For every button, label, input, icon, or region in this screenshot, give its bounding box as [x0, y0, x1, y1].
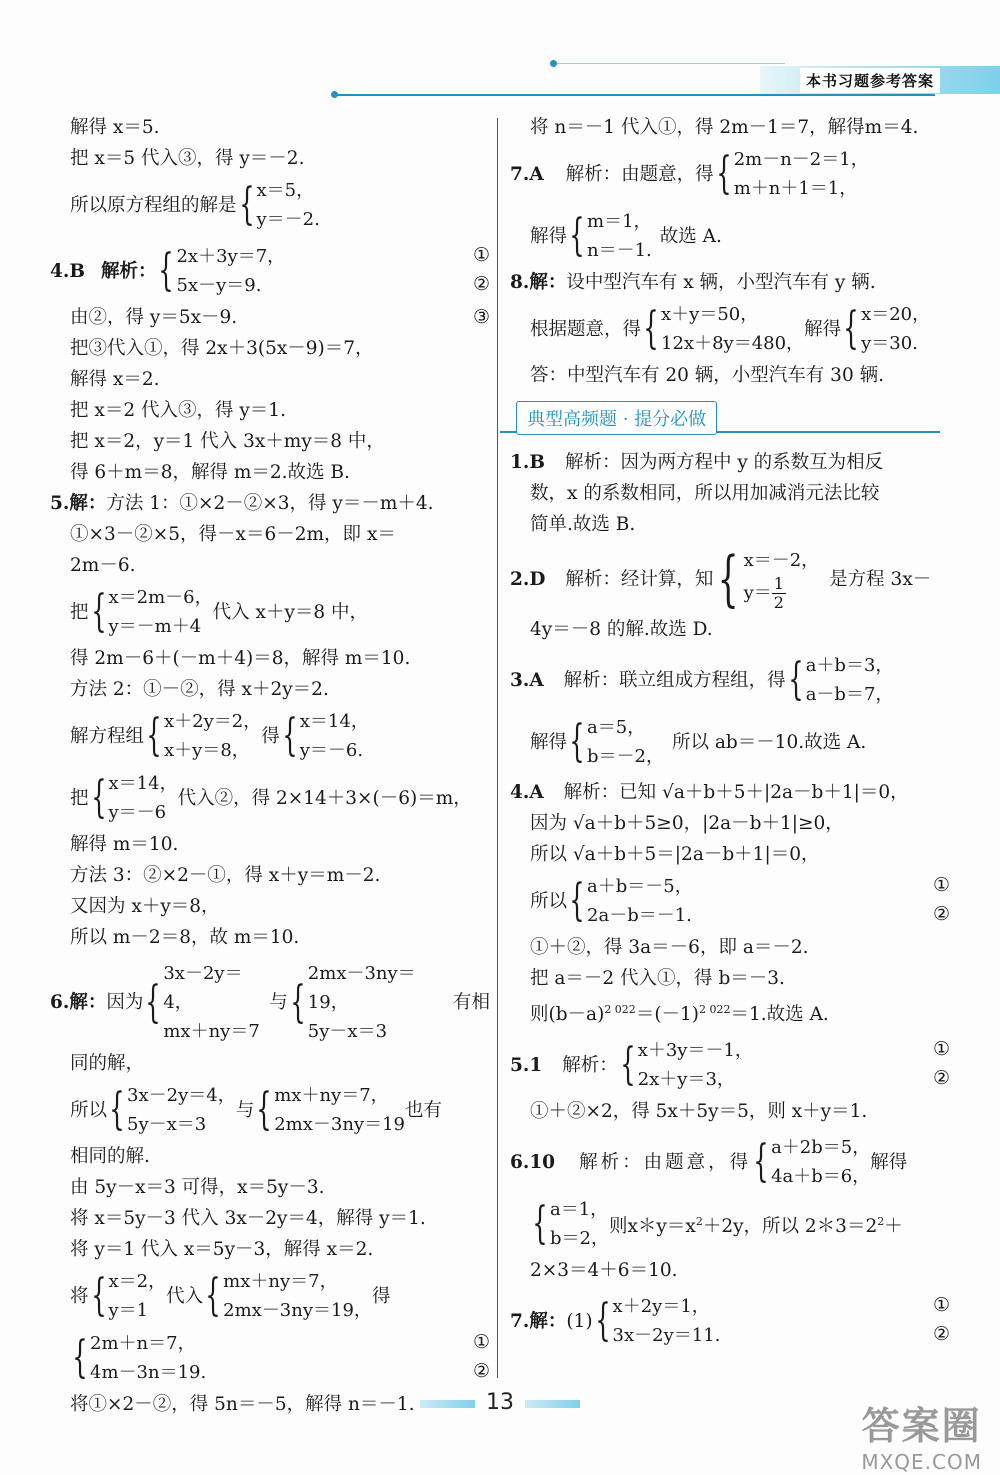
equation: 2mx－3ny＝19， [223, 1300, 372, 1321]
text-line: 将 y＝1 代入 x＝5y－3，解得 x＝2. [70, 1239, 374, 1260]
equation-system: { x＝－2， y＝ $\frac{1}{2}$ [717, 544, 820, 614]
text-span: 与 [269, 992, 288, 1013]
equation: 3x－2y＝4， [127, 1085, 236, 1106]
text-span: 把 [70, 601, 89, 623]
numerator: 1 [773, 574, 784, 593]
text-span: 将 [70, 1285, 89, 1307]
solution-block [510, 205, 950, 267]
problem-label: 4.B [50, 260, 85, 282]
circled-marker: ① [932, 874, 950, 896]
equation: y＝－6. [299, 740, 364, 761]
circled-marker: ② [932, 903, 950, 925]
equation: y＝1 [108, 1300, 149, 1321]
text-line: 把 a＝－2 代入①，得 b＝－3. [530, 968, 785, 989]
watermark-logo [861, 1395, 982, 1474]
text-span [609, 1206, 903, 1242]
equation: a＋2b＝5， [771, 1137, 871, 1159]
equation-system: { x＝2m－6， y＝－m＋4 [89, 583, 213, 641]
equation: mx＋ny＝7， [223, 1271, 338, 1292]
equation: a＝5， [587, 717, 646, 738]
exponent: 2 022 [604, 1003, 636, 1016]
equation: 2mx－3ny＝19 [274, 1114, 406, 1135]
equation: y＝－m＋4 [108, 616, 202, 637]
equation-system: { mx＋ny＝7， 2mx－3ny＝19 [254, 1081, 405, 1139]
problem-7b [510, 1290, 950, 1352]
text-line: 所以原方程组的解是 [70, 194, 237, 216]
equation: x＝5， [256, 180, 315, 201]
equation: 2mx－3ny＝19， [307, 963, 416, 1013]
equation-system: { x＝2， y＝1 [89, 1267, 167, 1325]
denominator: 2 [773, 593, 784, 612]
text-line: 解得 x＝2. [70, 369, 160, 390]
equation: b＝－2， [587, 746, 664, 767]
right-column [510, 112, 950, 1352]
equation: x＝14， [299, 711, 369, 732]
circled-marker: ① [472, 1331, 490, 1353]
equation: 4m－3n＝19. [90, 1362, 207, 1383]
analysis-label: 解析： [100, 260, 157, 282]
problem-label: 6.10 [510, 1151, 556, 1173]
equation: 2x＋y＝3， [637, 1069, 735, 1091]
text-span: 故选 A. [659, 225, 722, 247]
substitution-block [50, 581, 490, 643]
equation-system: { x＝20， y＝30. [841, 300, 930, 358]
text-line: 方法 2：①－②，得 x＋2y＝2. [70, 679, 329, 700]
text-line: 简单.故选 B. [530, 514, 636, 535]
equation-system: { a＝5， b＝－2， [567, 713, 664, 771]
text-line [50, 302, 490, 333]
text-span: (1) [566, 1310, 593, 1332]
text-span: 解得 [870, 1151, 908, 1173]
problem-label: 1.B [510, 452, 545, 473]
exponent: 2 022 [699, 1003, 731, 1016]
text-line: 又因为 x＋y＝8， [70, 896, 220, 917]
exponent: 2 [695, 1215, 703, 1229]
solve-system-block [50, 705, 490, 767]
equation: y＝30. [861, 333, 918, 354]
equation: a＋b＝3， [805, 655, 894, 676]
text-line: 所以 m－2＝8，故 m＝10. [70, 927, 300, 948]
fraction [772, 575, 786, 612]
problem-8-line [510, 267, 950, 298]
text-line: 2×3＝4＋6＝10. [530, 1260, 678, 1282]
circled-marker: ① [932, 1038, 950, 1061]
text-line: 把 x＝2，y＝1 代入 3x＋my＝8 中， [70, 431, 385, 452]
equation-system: { 2m＋n＝7， 4m－3n＝19. [70, 1329, 206, 1387]
text-line: 解得 m＝10. [70, 834, 179, 855]
result-system [50, 1327, 490, 1389]
problem-1-line [510, 447, 950, 478]
text-span: 所以 [530, 890, 568, 912]
equation-system: { 2x＋3y＝7， 5x－y＝9. [156, 242, 285, 300]
text-line: 得 6＋m＝8，解得 m＝2.故选 B. [70, 462, 350, 483]
equation-system: { a＋b＝3， a－b＝7， [786, 651, 894, 709]
column-divider [497, 118, 498, 1378]
text-span: ＋ [884, 1216, 903, 1238]
equation: x＝2m－6， [108, 587, 213, 608]
text-line: 把 x＝5 代入③，得 y＝－2. [70, 148, 305, 169]
equation: 5y－x＝3 [307, 1021, 388, 1042]
equation: m＝1， [587, 211, 652, 232]
substitution-block [50, 1265, 490, 1327]
text-span: 解得 [530, 731, 568, 753]
text-line: 把 x＝2 代入③，得 y＝1. [70, 400, 286, 421]
equation: m＋n＋1＝1， [733, 178, 858, 199]
equation-system: { x＋y＝50， 12x＋8y＝480， [641, 300, 804, 358]
text-line: ①＋②，得 3a＝－6，即 a＝－2. [530, 937, 809, 958]
text-span: 解析：已知 √a＋b＋5＋|2a－b＋1|＝0， [563, 782, 909, 803]
header-rule [335, 94, 935, 96]
header-dot-left [331, 91, 338, 98]
problem-5 [510, 1034, 950, 1096]
equation: a＋b＝－5， [587, 876, 693, 897]
equivalence-block [50, 1079, 490, 1141]
problem-6 [510, 1131, 950, 1193]
equation: n＝－1. [587, 240, 652, 261]
text-span: 有相 [452, 992, 490, 1013]
equation-system: { a＋b＝－5， 2a－b＝－1. [567, 872, 693, 930]
equation: 4a＋b＝6， [771, 1166, 871, 1188]
text-line: 将 x＝5y－3 代入 3x－2y＝4，解得 y＝1. [70, 1208, 426, 1229]
text-span: 与 [235, 1099, 255, 1121]
text-span: ＝(－1) [635, 1004, 700, 1026]
footer-bar-left [420, 1400, 475, 1408]
text-span: ＝1.故选 A. [730, 1004, 829, 1026]
text-line [510, 994, 950, 1030]
page-header-title: 本书习题参考答案 [800, 68, 940, 93]
equation-system: { x＋2y＝2， x＋y＝8， [144, 707, 261, 765]
text-span: 设中型汽车有 x 辆，小型汽车有 y 辆. [566, 272, 876, 293]
text-span: 则(b－a) [530, 1004, 605, 1026]
problem-label: 3.A [510, 669, 544, 691]
problem-label: 7.解： [510, 1310, 567, 1332]
text-span: 所以 [70, 1099, 108, 1121]
text-span: 得 [261, 725, 280, 747]
equation-system: { a＋2b＝5， 4a＋b＝6， [751, 1133, 870, 1191]
circled-marker: ② [472, 1360, 490, 1382]
text-line: 所以 √a＋b＋5＝|2a－b＋1|＝0， [530, 844, 820, 865]
problem-label: 5.解： [50, 493, 107, 514]
problem-label: 5.1 [510, 1054, 543, 1076]
left-column [50, 112, 490, 1420]
problem-label: 8.解： [510, 272, 567, 293]
header-rule-top [555, 63, 785, 64]
text-span: 由②，得 y＝5x－9. [70, 307, 238, 328]
equation: b＝2， [550, 1228, 609, 1250]
text-span: 解得 [530, 225, 568, 247]
text-line: 解得 x＝5. [70, 117, 160, 138]
substitution-block [50, 767, 490, 829]
equation: a－b＝7， [805, 684, 894, 705]
text-line: 因为 √a＋b＋5≥0，|2a－b＋1|≥0， [530, 813, 844, 834]
problem-2 [510, 544, 950, 614]
watermark-text: 答案圈 [861, 1404, 982, 1448]
equation: 3x－2y＝4， [163, 963, 243, 1013]
circled-marker: ③ [472, 306, 490, 328]
exponent: 2 [877, 1215, 885, 1229]
text-span: 代入 x＋y＝8 中， [212, 601, 369, 623]
equation: 2x＋3y＝7， [176, 246, 286, 267]
equation: x＋3y＝－1， [637, 1040, 753, 1062]
equation: 5y－x＝3 [127, 1114, 207, 1135]
equation: 2m＋n＝7， [90, 1333, 196, 1354]
problem-6 [50, 957, 490, 1048]
text-span: 代入 [166, 1285, 204, 1307]
text-span: 解析：因为两方程中 y 的系数互为相反 [564, 452, 884, 473]
text-span: y＝ [743, 582, 772, 604]
equation: x＝20， [861, 304, 931, 325]
text-span: 解得 [804, 318, 842, 340]
section-banner [500, 401, 950, 433]
system-block [510, 298, 950, 360]
equation: 2m－n－2＝1， [733, 149, 869, 170]
equation: y＝－2. [256, 209, 320, 230]
problem-4-line [510, 777, 950, 808]
page-number: 13 [486, 1390, 514, 1415]
equation: x＝14， [108, 773, 178, 794]
text-span: 得 [371, 1285, 391, 1307]
equation-system: { x＝5， y＝－2. [237, 176, 320, 234]
text-line: 方法 3：②×2－①，得 x＋y＝m－2. [70, 865, 381, 886]
solution-block [50, 174, 490, 236]
text-span: 因为 [106, 992, 144, 1013]
equation: 12x＋8y＝480， [661, 333, 805, 354]
system-block [510, 870, 950, 932]
text-span: 方法 1：①×2－②×3，得 y＝－m＋4. [106, 493, 434, 514]
text-span: 代入②，得 2×14＋3×(－6)＝m， [177, 787, 472, 809]
text-line: ①×3－②×5，得－x＝6－2m，即 x＝ [70, 524, 396, 545]
problem-5-line [50, 488, 490, 519]
header-dot [550, 60, 557, 67]
text-span: 所以 ab＝－10.故选 A. [672, 731, 867, 753]
text-span: 解析：由题意，得 [579, 1151, 752, 1173]
problem-label: 4.A [510, 782, 544, 803]
text-line: 由 5y－x＝3 可得，x＝5y－3. [70, 1177, 325, 1198]
equation-system: { x＝14， y＝－6 [89, 769, 178, 827]
text-line: 2m－6. [70, 555, 136, 576]
equation-system: { 2mx－3ny＝19， 5y－x＝3 [288, 959, 453, 1046]
equation: x＋y＝50， [661, 304, 759, 325]
equation: 2a－b＝－1. [587, 905, 692, 926]
circled-marker: ① [932, 1294, 950, 1317]
equation-system: { 3x－2y＝4， 5y－x＝3 [107, 1081, 236, 1139]
text-span: 根据题意，得 [530, 318, 642, 340]
equation-system: { x＋3y＝－1， 2x＋y＝3， [618, 1036, 753, 1094]
text-line: 把③代入①，得 2x＋3(5x－9)＝7， [70, 338, 374, 359]
text-line: ①＋②×2，得 5x＋5y＝5，则 x＋y＝1. [530, 1101, 868, 1123]
circled-marker: ② [932, 1323, 950, 1346]
solution-block [510, 711, 950, 773]
equation: x＝－2， [743, 550, 820, 571]
watermark-url: MXQE.COM [861, 1450, 982, 1474]
equation-system: { m＝1， n＝－1. [567, 207, 652, 265]
equation: x＝2， [108, 1271, 167, 1292]
problem-3 [510, 649, 950, 711]
equation: mx＋ny＝7， [274, 1085, 389, 1106]
problem-7 [510, 143, 950, 205]
equation: a＝1， [550, 1199, 609, 1221]
equation-system: { x＋2y＝1， 3x－2y＝11. [593, 1292, 721, 1350]
circled-marker: ① [472, 244, 490, 266]
equation-system: { a＝1， b＝2， [530, 1195, 609, 1253]
equation-system: { mx＋ny＝7， 2mx－3ny＝19， [203, 1267, 372, 1325]
text-span: 把 [70, 787, 89, 809]
text-span: 也有 [405, 1099, 443, 1121]
equation-system: { x＝14， y＝－6. [280, 707, 369, 765]
text-span: 解析： [562, 1054, 618, 1076]
text-line: 将①×2－②，得 5n＝－5，解得 n＝－1. [70, 1394, 415, 1415]
text-line: 4y＝－8 的解.故选 D. [530, 619, 713, 640]
equation: 5x－y＝9. [176, 275, 262, 296]
equation-system: { 2m－n－2＝1， m＋n＋1＝1， [714, 145, 869, 203]
text-span: 则x＊y＝x [608, 1216, 696, 1238]
footer-bar-right [525, 1400, 580, 1408]
text-line: 将 n＝－1 代入①，得 2m－1＝7，解得m＝4. [530, 117, 919, 138]
text-span: 解析：由题意，得 [565, 163, 714, 185]
section-title: 典型高频题 · 提分必做 [516, 401, 717, 435]
equation: y＝－6 [108, 802, 167, 823]
text-span: 解方程组 [70, 725, 145, 747]
equation: x＋y＝8， [164, 740, 250, 761]
equation: x＋2y＝2， [164, 711, 262, 732]
text-line: 同的解， [70, 1053, 145, 1074]
text-line: 得 2m－6＋(－m＋4)＝8，解得 m＝10. [70, 648, 411, 669]
problem-label: 7.A [510, 163, 544, 185]
text-line: 相同的解. [70, 1146, 150, 1167]
text-line: 数，x 的系数相同，所以用加减消元法比较 [530, 483, 880, 504]
equation-system: { 3x－2y＝4， mx＋ny＝7 [143, 959, 269, 1046]
problem-label: 6.解： [50, 992, 107, 1013]
text-span: 是方程 3x－ [829, 568, 932, 590]
solution-block [510, 1193, 950, 1255]
equation: mx＋ny＝7 [163, 1021, 260, 1042]
equation: 3x－2y＝11. [612, 1325, 721, 1347]
text-line: 答：中型汽车有 20 辆，小型汽车有 30 辆. [530, 365, 884, 386]
text-span: 解析：联立组成方程组，得 [563, 669, 786, 691]
circled-marker: ② [472, 273, 490, 295]
equation-fraction [744, 575, 820, 612]
text-span: 解析：经计算，知 [565, 568, 714, 590]
text-span: ＋2y，所以 2＊3＝2 [702, 1216, 878, 1238]
equation: x＋2y＝1， [612, 1296, 710, 1318]
problem-label: 2.D [510, 568, 546, 590]
problem-4 [50, 240, 490, 302]
circled-marker: ② [932, 1067, 950, 1090]
